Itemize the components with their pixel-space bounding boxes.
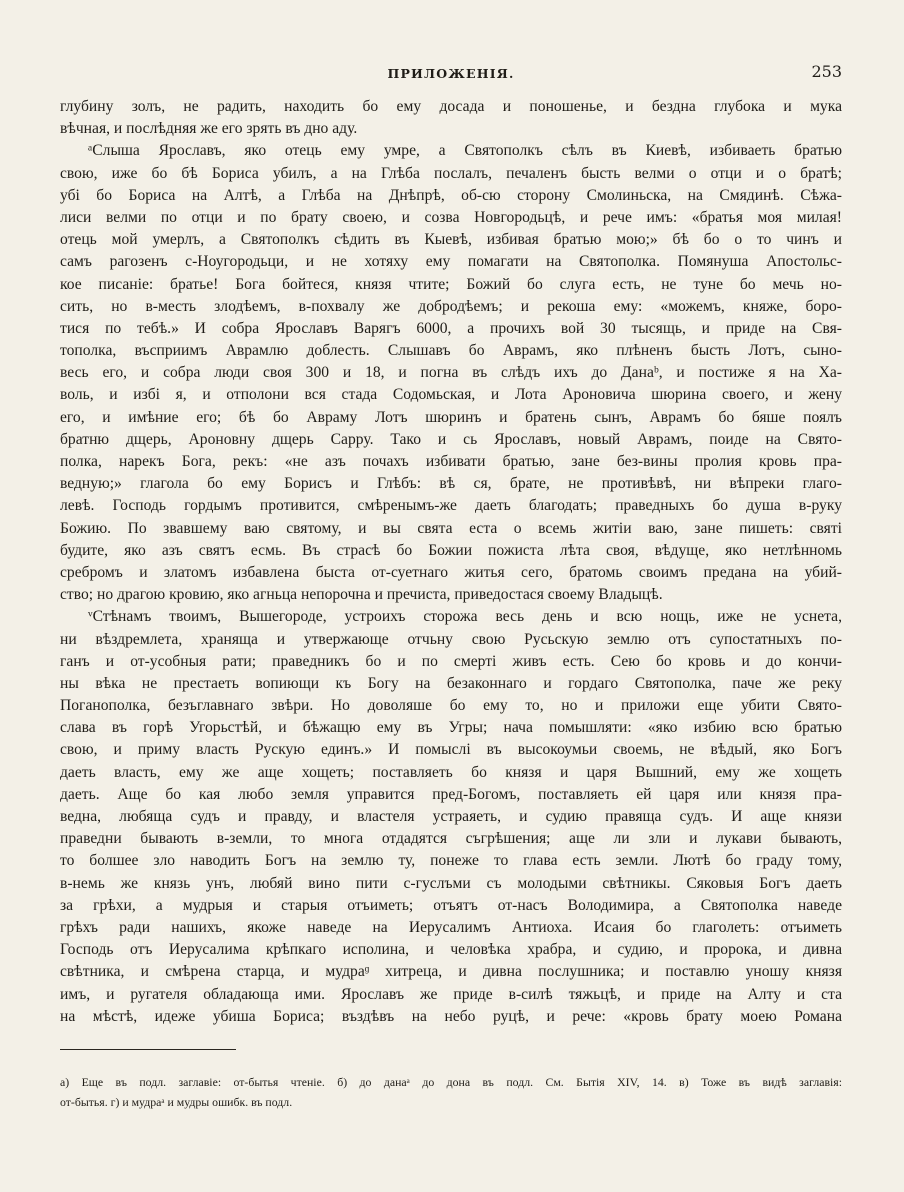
text-line: даеть. Аще бо кая любо земля управится пред-Богомъ, поставляеть ей царя или князя пра- xyxy=(60,785,842,803)
text-line: его, и имѣние его; бѣ бо Авраму Лотъ шюринъ и братень сынъ, Аврамъ бо бяше поялъ xyxy=(60,408,842,426)
page-header xyxy=(60,62,842,84)
text-line: свою, иже бо бѣ Бориса убилъ, а на Глѣба послалъ, печаленъ бысть велми о отци и о братѣ; xyxy=(60,164,842,182)
text-line: ᵃСлыша Ярославъ, яко отець ему умре, а Святополкъ сѣлъ въ Киевѣ, избиваеть братью xyxy=(88,142,842,160)
text-line: ᵛСтѣнамъ твоимъ, Вышегороде, устроихъ сторожа весь день и всю нощь, иже не уснета, xyxy=(88,608,842,626)
text-line: даеть власть, ему же аще хощеть; поставляеть бо князя и царя Вышний, ему же хощеть xyxy=(60,763,842,781)
footnote-line: от-бытья. г) и мудраᵃ и мудры ошибк. въ подл. xyxy=(60,1095,293,1109)
text-line: за грѣхи, а мудрыя и старыя отъиметь; отъятъ от-насъ Володимира, а Святополка наведе xyxy=(60,896,842,914)
text-line: свою, и приму власть Рускую единъ.» И помыслі въ высокоумьи своемь, не вѣдый, яко Богъ xyxy=(60,741,842,759)
text-line: будите, яко азъ святъ есмь. Въ страсѣ бо Божии пожиста лѣта своя, вѣдуще, яко нетлѣнномь xyxy=(60,541,842,559)
text-line: праведни бывають в-земли, то многа отдадятся съгрѣшения; аще ли зли и лукави бывають, xyxy=(60,830,842,848)
running-title: ПРИЛОЖЕНІЯ. xyxy=(387,66,515,81)
text-line: тися по тебѣ.» И собра Ярославъ Варягъ 6000, а прочихъ вой 30 тысящь, и приде на Свя- xyxy=(60,319,842,337)
text-line: ведную;» глагола бо ему Борисъ и Глѣбъ: вѣ ся, брате, не противѣвѣ, ни вѣпреки глаго- xyxy=(60,475,842,493)
text-line: ство; но драгою кровию, яко агньца непорочна и пречиста, приведостася своему Владыцѣ. xyxy=(60,586,663,604)
text-line: имъ, и ругателя обладающа ими. Ярославъ же приде в-силѣ тяжьцѣ, и приде на Алту и ста xyxy=(60,985,842,1003)
text-line: левѣ. Господь гордымъ противится, смѣренымъ-же даеть благодать; праведныхъ бо душа в-руку xyxy=(60,497,842,515)
main-text xyxy=(60,96,842,1028)
text-line: на мѣстѣ, идеже убиша Бориса; въздѣвъ на небо руцѣ, и рече: «кровь брату моею Романа xyxy=(60,1007,842,1025)
text-line: Господь отъ Иерусалима крѣпкаго исполина, и человѣка храбра, и судию, и пророка, и дивна xyxy=(60,941,842,959)
page-number: 253 xyxy=(811,62,842,81)
text-line: ни вѣздремлета, храняща и утвержающе отчьну свою Русьскую землю отъ супостатныхъ по- xyxy=(60,630,842,648)
text-line: кое писаніе: братье! Бога бойтеся, князя чтите; Божий бо слуга есть, не туне бо мечь но- xyxy=(60,275,842,293)
text-line: вѣчная, и послѣдняя же его зрять въ дно аду. xyxy=(60,120,358,138)
text-line: воль, и избі я, и отполони вся стада Содомьская, и Лота Ароновича шюрина своего, и жену xyxy=(60,386,842,404)
text-line: Божию. По звавшему ваю святому, и вы свята еста о всемь житіи ваю, зане пишеть: святі xyxy=(60,519,842,537)
text-line: сребромъ и златомъ избавлена быста от-суетнаго житья сего, братомь своимъ предана на убий- xyxy=(60,563,842,581)
text-line: грѣхъ ради нашихъ, якоже наведе на Иерусалимъ Антиоха. Исаия бо глаголеть: отъиметь xyxy=(60,918,842,936)
footnotes xyxy=(60,1072,842,1112)
text-line: в-немь же князь унъ, любяй вино пити с-гуслъми съ молодыми свѣтникы. Сяковыя Богъ даеть xyxy=(60,874,842,892)
text-line: весь его, и собра люди своя 300 и 18, и погна въ слѣдъ ихъ до Данаᵇ, и постиже я на Ха- xyxy=(60,364,842,382)
footnote-divider xyxy=(60,1049,236,1050)
text-line: то болшее зло наводить Богъ на землю ту, понеже то глава есть земли. Лютѣ бо граду тому, xyxy=(60,852,842,870)
text-line: лиси велми по отци и по брату своею, и созва Новгородьцѣ, и рече имъ: «братья моя милая! xyxy=(60,208,842,226)
text-line: тополка, въсприимъ Аврамлю доблесть. Слышавъ бо Аврамъ, яко плѣненъ бысть Лотъ, сыно- xyxy=(60,342,842,360)
text-line: братню дщерь, Ароновну дщерь Сарру. Тако и сь Ярославъ, новый Аврамъ, поиде на Свято- xyxy=(60,430,842,448)
text-line: полка, нарекъ Бога, рекъ: «не азъ почахъ избивати братью, зане без-вины пролия кровь пра- xyxy=(60,453,842,470)
text-line: ны вѣка не престаеть вопиющи къ Богу на безаконнаго и гордаго Святополка, паче же реку xyxy=(60,674,842,692)
text-line: свѣтника, и смѣрена старца, и мудраᶢ хитреца, и дивна послушника; и поставлю уношу князя xyxy=(60,963,842,981)
text-line: сить, но в-месть злодѣемъ, в-похвалу же добродѣемъ; и рекоша ему: «можемъ, княже, боро- xyxy=(60,297,842,315)
text-line: Поганополка, безъглавнаго звѣри. Но доволяше бо ему то, но и приложи еще убити Свято- xyxy=(60,697,842,715)
text-line: ведна, любяща судъ и правду, и властеля устраяеть, и судию правяща судъ. И аще князи xyxy=(60,808,842,825)
text-line: глубину золъ, не радить, находить бо ему досада и поношенье, и бездна глубока и мука xyxy=(60,98,842,115)
text-line: ганъ и от-усобныя рати; праведникъ бо и по смерті живъ есть. Сею бо кровь и до кончи- xyxy=(60,652,842,670)
text-line: самъ рагозенъ с-Ноугородьци, и не хотяху ему помагати на Святополка. Помянуша Апостольс- xyxy=(60,253,842,271)
text-line: убі бо Бориса на Алтѣ, а Глѣба на Днѣпрѣ, об-сю сторону Смолиньска, на Смядинѣ. Сѣжа- xyxy=(60,186,842,204)
text-line: отець мой умерлъ, а Святополкъ сѣдить въ Кыевѣ, избивая братью мою;» бѣ бо о то чинъ и xyxy=(60,231,842,249)
footnote-line: а) Еще въ подл. заглавіе: от-бытья чтеніе. б) до данаᵃ до дона въ подл. См. Бытія XIV, 14. в) Тоже въ видѣ заглавія: xyxy=(60,1075,842,1089)
text-line: слава въ горѣ Угорьстѣй, и бѣжащю ему въ Угры; нача помышляти: «яко избию всю братью xyxy=(60,719,842,737)
